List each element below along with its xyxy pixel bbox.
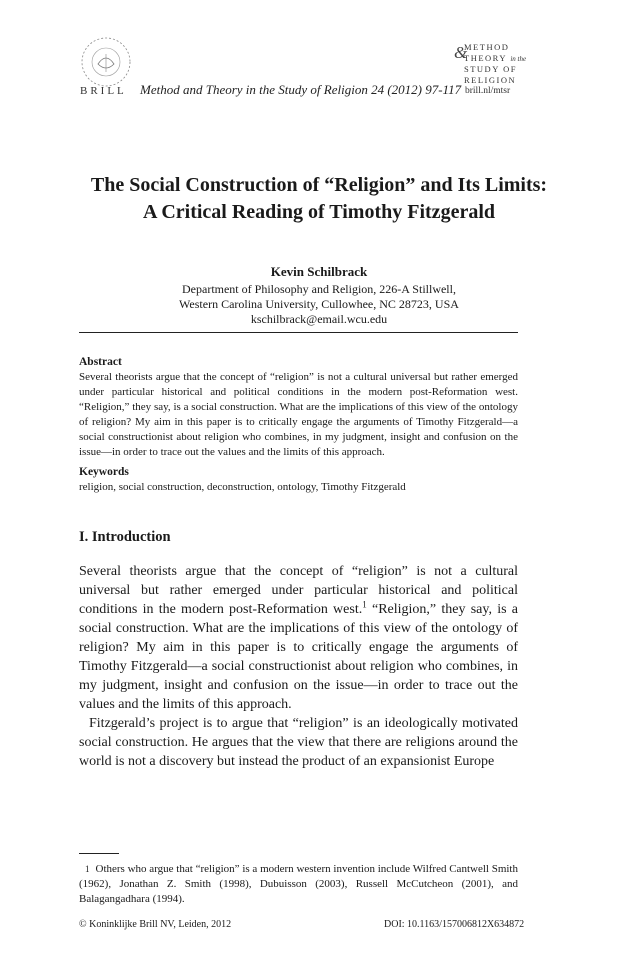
header-divider — [79, 332, 518, 333]
author-affiliation — [80, 282, 558, 327]
author-email[interactable]: kschilbrack@email.wcu.edu — [250, 312, 388, 326]
affiliation-line-1: Department of Philosophy and Religion, 226-A Stillwell, — [182, 282, 456, 296]
copyright-notice: © Koninklijke Brill NV, Leiden, 2012 — [79, 919, 232, 930]
affiliation-line-2: Western Carolina University, Cullowhee, NC 28723, USA — [179, 297, 459, 311]
footnote — [79, 862, 518, 907]
mtsr-ampersand: & — [454, 43, 469, 62]
footnote-text: Others who argue that “religion” is a modern western invention include Wilfred Cantwell Smith (1962), Jonathan Z. Smith (1998), Dubuisson (2003), Russell McCutcheon (2001), and Balagangadhara (1994). — [79, 863, 518, 905]
mtsr-line3: STUDY OF — [464, 64, 518, 74]
mtsr-line2: THEORY — [464, 52, 507, 63]
paragraph-1-part-a: Several theorists argue that the concept of “religion” is not a cultural universal but rather emerged under particular historical and political conditions in the modern post-Reformation west. — [79, 564, 518, 617]
journal-url[interactable]: brill.nl/mtsr — [465, 86, 511, 96]
paragraph-1-part-b: “Religion,” they say, is a social construction. What are the implications of this view of the ontology of religion? My aim in this paper is to critically engage the arguments of Timothy Fitzgerald—a social constructionist about religion who combines, in my judgment, insight and confusion on the issue—in order to trace out the values and the limits of this approach. — [79, 602, 519, 712]
keywords-text: religion, social construction, deconstruction, ontology, Timothy Fitzgerald — [79, 481, 406, 493]
footnote-ref[interactable]: 1 — [362, 599, 367, 610]
mtsr-line2-suffix: in the — [510, 54, 527, 63]
title-line-1: The Social Construction of “Religion” and Its Limits: — [90, 174, 548, 196]
footnote-number: 1 — [85, 864, 90, 874]
paragraph-2: Fitzgerald’s project is to argue that “religion” is an ideologically motivated social construction. He argues that the view that there are religions around the world is not a discovery but instead the product of an expansionist Europe — [79, 716, 518, 769]
brill-seal-icon — [78, 34, 134, 90]
footnote-divider — [79, 853, 119, 854]
author-name: Kevin Schilbrack — [270, 264, 368, 279]
section-heading: I. Introduction — [79, 529, 171, 545]
title-line-2: A Critical Reading of Timothy Fitzgerald — [142, 201, 495, 223]
body-text — [79, 562, 518, 771]
paragraph-1 — [79, 562, 518, 714]
mtsr-line4: RELIGION — [464, 74, 517, 85]
abstract-heading: Abstract — [79, 356, 122, 368]
abstract-text: Several theorists argue that the concept of “religion” is not a cultural universal but rather emerged under particular historical and political conditions in the modern post-Reformation west. “Religion,” they say, is a social construction. What are the implications of this view of the ontology of religion? My aim in this paper is to critically engage the arguments of Timothy Fitzgerald—a social constructionist about religion who combines, in my judgment, insight and confusion on the issue—in order to trace out the values and the limits of this approach. — [79, 371, 518, 458]
mtsr-line1: METHOD — [464, 42, 510, 52]
journal-citation: Method and Theory in the Study of Religion 24 (2012) 97-117 — [140, 82, 462, 97]
article-title — [60, 172, 578, 226]
doi[interactable]: DOI: 10.1163/157006812X634872 — [384, 919, 525, 930]
mtsr-logo — [454, 42, 540, 85]
publisher-name: BRILL — [80, 85, 127, 97]
keywords-heading: Keywords — [79, 466, 129, 478]
